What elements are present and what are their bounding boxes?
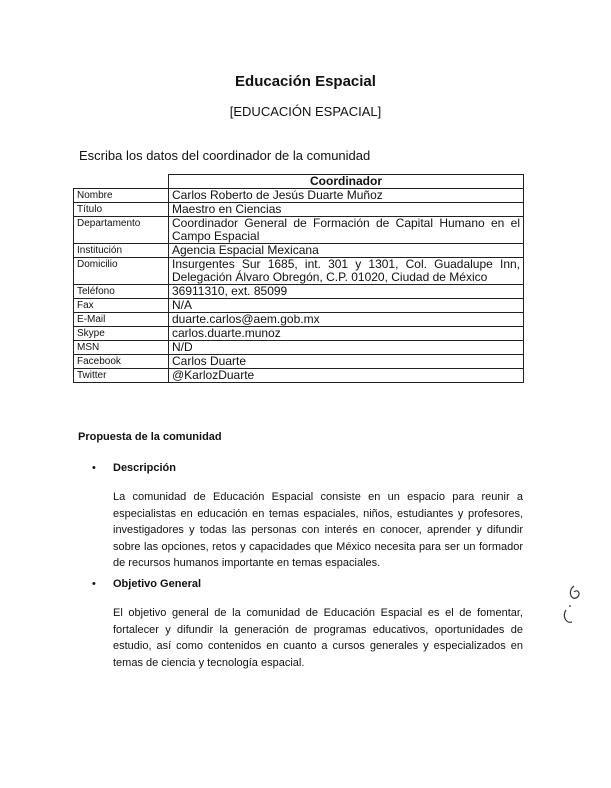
row-label: Domicilio	[74, 258, 169, 285]
row-label: Facebook	[74, 355, 169, 369]
row-value: 36911310, ext. 85099	[169, 285, 524, 299]
table-row	[74, 327, 524, 341]
table-row	[74, 369, 524, 383]
row-label: Nombre	[74, 189, 169, 203]
table-header-coordinator: Coordinador	[169, 175, 524, 189]
document-subtitle: [EDUCACIÓN ESPACIAL]	[229, 104, 382, 119]
row-value: Maestro en Ciencias	[169, 203, 524, 217]
row-label: Twitter	[74, 369, 169, 383]
proposal-heading: Propuesta de la comunidad	[78, 431, 222, 443]
row-value: N/D	[169, 341, 524, 355]
row-value: Carlos Duarte	[169, 355, 524, 369]
description-text: La comunidad de Educación Espacial consiste en un espacio para reunir a especialistas en educación en temas espaciales, niños, estudiantes y profesores, investigadores y todas las personas con interés en conocer, aprender y difundir sobre las opciones, retos y capacidades que México necesita para ser un formador de recursos humanos importante en temas espaciales.	[113, 491, 523, 569]
table-row	[74, 217, 524, 244]
handwritten-mark-icon	[560, 582, 588, 630]
row-value: Coordinador General de Formación de Capital Humano en el Campo Espacial	[169, 217, 524, 244]
coordinator-prompt: Escriba los datos del coordinador de la comunidad	[79, 148, 371, 163]
document-title: Educación Espacial	[235, 73, 376, 90]
row-value: Agencia Espacial Mexicana	[169, 244, 524, 258]
row-value: Carlos Roberto de Jesús Duarte Muñoz	[169, 189, 524, 203]
bullet-icon: •	[92, 578, 96, 590]
row-label: MSN	[74, 341, 169, 355]
table-row	[74, 244, 524, 258]
row-label: Skype	[74, 327, 169, 341]
table-row	[74, 189, 524, 203]
row-label: Departamento	[74, 217, 169, 244]
description-title: Descripción	[113, 462, 176, 474]
row-label: Institución	[74, 244, 169, 258]
coordinator-table	[73, 174, 524, 383]
objective-text: El objetivo general de la comunidad de Educación Espacial es el de fomentar, fortalecer y difundir la generación de programas educativos, oportunidades de estudio, así como contenidos en cuanto a cursos generales y especializados en temas de ciencia y tecnología espacial.	[113, 607, 523, 669]
row-label: Título	[74, 203, 169, 217]
table-header-row	[74, 175, 524, 189]
table-row	[74, 341, 524, 355]
row-value: N/A	[169, 299, 524, 313]
table-header-blank	[74, 175, 169, 189]
row-label: E-Mail	[74, 313, 169, 327]
row-value: @KarlozDuarte	[169, 369, 524, 383]
table-row	[74, 355, 524, 369]
table-row	[74, 258, 524, 285]
row-value: Insurgentes Sur 1685, int. 301 y 1301, Col. Guadalupe Inn, Delegación Álvaro Obregón, C.P. 01020, Ciudad de México	[169, 258, 524, 285]
table-row	[74, 299, 524, 313]
row-label: Fax	[74, 299, 169, 313]
row-value: carlos.duarte.munoz	[169, 327, 524, 341]
row-label: Teléfono	[74, 285, 169, 299]
table-row	[74, 285, 524, 299]
table-row	[74, 203, 524, 217]
row-value: duarte.carlos@aem.gob.mx	[169, 313, 524, 327]
table-row	[74, 313, 524, 327]
objective-title: Objetivo General	[113, 578, 202, 590]
bullet-icon: •	[92, 462, 96, 474]
